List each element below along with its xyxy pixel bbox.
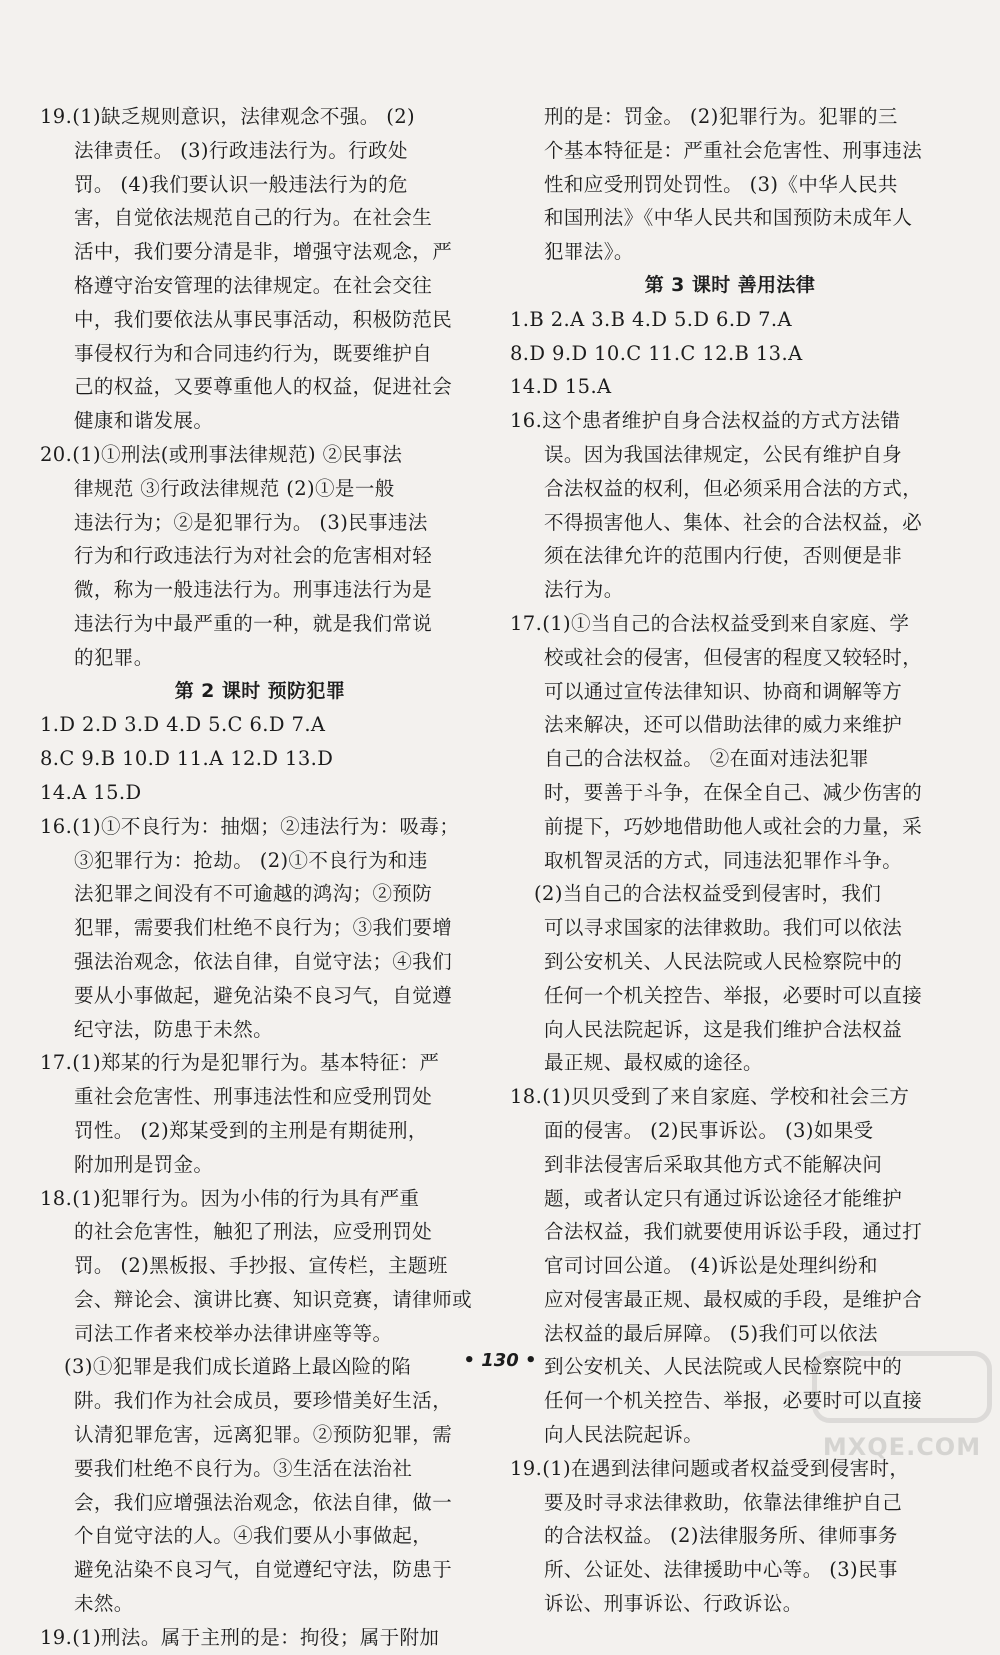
text-line: 前提下，巧妙地借助他人或社会的力量，采	[544, 814, 923, 838]
text-line: 校或社会的侵害，但侵害的程度又较轻时，	[544, 645, 923, 669]
text-line: 17.(1)①当自己的合法权益受到来自家庭、学	[510, 611, 910, 635]
text-line: 误。因为我国法律规定，公民有维护自身	[544, 442, 903, 466]
text-line: 14.A 15.D	[40, 780, 142, 804]
text-line: 所、公证处、法律援助中心等。 (3)民事	[544, 1558, 898, 1582]
text-line: 会、辩论会、演讲比赛、知识竞赛，请律师或	[74, 1287, 473, 1311]
text-line: 18.(1)贝贝受到了来自家庭、学校和社会三方	[510, 1085, 910, 1109]
text-line: 强法治观念，依法自律，自觉守法；④我们	[74, 949, 453, 973]
text-line: 未然。	[74, 1592, 134, 1616]
text-line: 最正规、最权威的途径。	[544, 1051, 763, 1075]
text-line: 个自觉守法的人。④我们要从小事做起，	[74, 1524, 433, 1548]
text-line: 法律责任。 (3)行政违法行为。行政处	[74, 138, 408, 162]
text-line: 可以通过宣传法律知识、协商和调解等方	[544, 679, 903, 703]
text-line: 面的侵害。 (2)民事诉讼。 (3)如果受	[544, 1118, 874, 1142]
watermark	[812, 1351, 992, 1461]
text-line: 事侵权行为和合同违约行为，既要维护自	[74, 341, 433, 365]
text-line: 会，我们应增强法治观念，依法自律，做一	[74, 1490, 453, 1514]
text-line: 附加刑是罚金。	[74, 1152, 214, 1176]
text-line: 刑的是：罚金。 (2)犯罪行为。犯罪的三	[544, 105, 898, 128]
text-line: (3)①犯罪是我们成长道路上最凶险的陷	[64, 1355, 412, 1379]
text-line: 诉讼、刑事诉讼、行政诉讼。	[544, 1592, 803, 1616]
text-line: 法犯罪之间没有不可逾越的鸿沟；②预防	[74, 882, 433, 906]
text-line: 任何一个机关控告、举报，必要时可以直接	[544, 1389, 923, 1413]
text-line: 避免沾染不良习气，自觉遵纪守法，防患于	[74, 1558, 453, 1582]
text-line: 取机智灵活的方式，同违法犯罪作斗争。	[544, 848, 903, 872]
text-line: 8.C 9.B 10.D 11.A 12.D 13.D	[40, 747, 334, 771]
text-line: 到公安机关、人民法院或人民检察院中的	[544, 949, 903, 973]
text-line: 16.这个患者维护自身合法权益的方式方法错	[510, 409, 901, 433]
text-line: 要从小事做起，避免沾染不良习气，自觉遵	[74, 983, 453, 1007]
text-line: 犯罪法》。	[544, 240, 634, 264]
text-line: 题，或者认定只有通过诉讼途径才能维护	[544, 1186, 903, 1210]
text-line: 不得损害他人、集体、社会的合法权益，必	[544, 510, 923, 534]
text-line: 19.(1)刑法。属于主刑的是：拘役；属于附加	[40, 1625, 440, 1649]
text-line: 个基本特征是：严重社会危害性、刑事违法	[544, 138, 923, 162]
text-line: 重社会危害性、刑事违法性和应受刑罚处	[74, 1085, 433, 1109]
text-line: 行为和行政违法行为对社会的危害相对轻	[74, 544, 433, 568]
text-line: 16.(1)①不良行为：抽烟；②违法行为：吸毒；	[40, 814, 460, 838]
text-line: 格遵守治安管理的法律规定。在社会交往	[74, 273, 433, 297]
text-line: 己的权益，又要尊重他人的权益，促进社会	[74, 375, 453, 399]
text-line: 14.D 15.A	[510, 375, 612, 399]
text-line: 19.(1)在遇到法律问题或者权益受到侵害时，	[510, 1456, 910, 1480]
text-line: (2)当自己的合法权益受到侵害时，我们	[534, 882, 882, 906]
text-line: 纪守法，防患于未然。	[74, 1017, 274, 1041]
text-line: 法来解决，还可以借助法律的威力来维护	[544, 713, 903, 737]
left-column	[40, 100, 480, 1655]
text-line: 合法权益的权利，但必须采用合法的方式，	[544, 476, 923, 500]
text-line: 的社会危害性，触犯了刑法，应受刑罚处	[74, 1220, 433, 1244]
text-line: 的犯罪。	[74, 645, 154, 669]
text-line: 的合法权益。 (2)法律服务所、律师事务	[544, 1524, 898, 1548]
watermark-logo	[812, 1351, 992, 1423]
text-line: 微，称为一般违法行为。刑事违法行为是	[74, 578, 433, 602]
text-line: 阱。我们作为社会成员，要珍惜美好生活，	[74, 1389, 453, 1413]
text-line: 1.B 2.A 3.B 4.D 5.D 6.D 7.A	[510, 307, 792, 331]
text-line: 认清犯罪危害，远离犯罪。②预防犯罪，需	[74, 1423, 453, 1447]
page-number: • 130 •	[463, 1350, 537, 1371]
text-line: 害，自觉依法规范自己的行为。在社会生	[74, 206, 433, 230]
text-line: 中，我们要依法从事民事活动，积极防范民	[74, 307, 453, 331]
text-line: 要我们杜绝不良行为。③生活在法治社	[74, 1456, 413, 1480]
text-line: 和国刑法》《中华人民共和国预防未成年人	[544, 206, 913, 230]
text-line: 律规范 ③行政法律规范 (2)①是一般	[74, 476, 395, 500]
text-line: 向人民法院起诉。	[544, 1423, 704, 1447]
text-line: 应对侵害最正规、最权威的手段，是维护合	[544, 1287, 923, 1311]
text-line: 20.(1)①刑法(或刑事法律规范) ②民事法	[40, 442, 403, 466]
text-line: 须在法律允许的范围内行使，否则便是非	[544, 544, 903, 568]
text-line: 犯罪，需要我们杜绝不良行为；③我们要增	[74, 916, 453, 940]
text-line: 法权益的最后屏障。 (5)我们可以依法	[544, 1321, 878, 1345]
text-line: 罚。 (4)我们要认识一般违法行为的危	[74, 172, 408, 196]
text-line: 违法行为；②是犯罪行为。 (3)民事违法	[74, 510, 428, 534]
text-line: 违法行为中最严重的一种，就是我们常说	[74, 611, 433, 635]
text-line: 官司讨回公道。 (4)诉讼是处理纠纷和	[544, 1254, 878, 1278]
text-line: 时，要善于斗争，在保全自己、减少伤害的	[544, 780, 923, 804]
section-heading: 第 3 课时 善用法律	[644, 273, 816, 296]
text-line: 任何一个机关控告、举报，必要时可以直接	[544, 983, 923, 1007]
text-line: ③犯罪行为：抢劫。 (2)①不良行为和违	[74, 848, 428, 872]
text-line: 罚性。 (2)郑某受到的主刑是有期徒刑，	[74, 1118, 428, 1142]
text-line: 合法权益，我们就要使用诉讼手段，通过打	[544, 1220, 923, 1244]
text-line: 自己的合法权益。 ②在面对违法犯罪	[544, 747, 869, 771]
text-line: 性和应受刑罚处罚性。 (3)《中华人民共	[544, 172, 898, 196]
text-line: 19.(1)缺乏规则意识，法律观念不强。 (2)	[40, 105, 416, 128]
watermark-url: MXQE.COM	[822, 1433, 982, 1461]
text-line: 18.(1)犯罪行为。因为小伟的行为具有严重	[40, 1186, 420, 1210]
text-line: 向人民法院起诉，这是我们维护合法权益	[544, 1017, 903, 1041]
text-line: 到非法侵害后采取其他方式不能解决问	[544, 1152, 883, 1176]
text-line: 活中，我们要分清是非，增强守法观念，严	[74, 240, 453, 264]
text-line: 1.D 2.D 3.D 4.D 5.C 6.D 7.A	[40, 713, 326, 737]
text-line: 司法工作者来校举办法律讲座等等。	[74, 1321, 393, 1345]
text-line: 17.(1)郑某的行为是犯罪行为。基本特征：严	[40, 1051, 440, 1075]
text-line: 可以寻求国家的法律救助。我们可以依法	[544, 916, 903, 940]
text-line: 法行为。	[544, 578, 624, 602]
text-line: 8.D 9.D 10.C 11.C 12.B 13.A	[510, 341, 803, 365]
text-line: 到公安机关、人民法院或人民检察院中的	[544, 1355, 903, 1379]
section-heading: 第 2 课时 预防犯罪	[174, 679, 346, 702]
text-line: 要及时寻求法律救助，依靠法律维护自己	[544, 1490, 903, 1514]
text-line: 健康和谐发展。	[74, 409, 214, 433]
text-line: 罚。 (2)黑板报、手抄报、宣传栏，主题班	[74, 1254, 448, 1278]
